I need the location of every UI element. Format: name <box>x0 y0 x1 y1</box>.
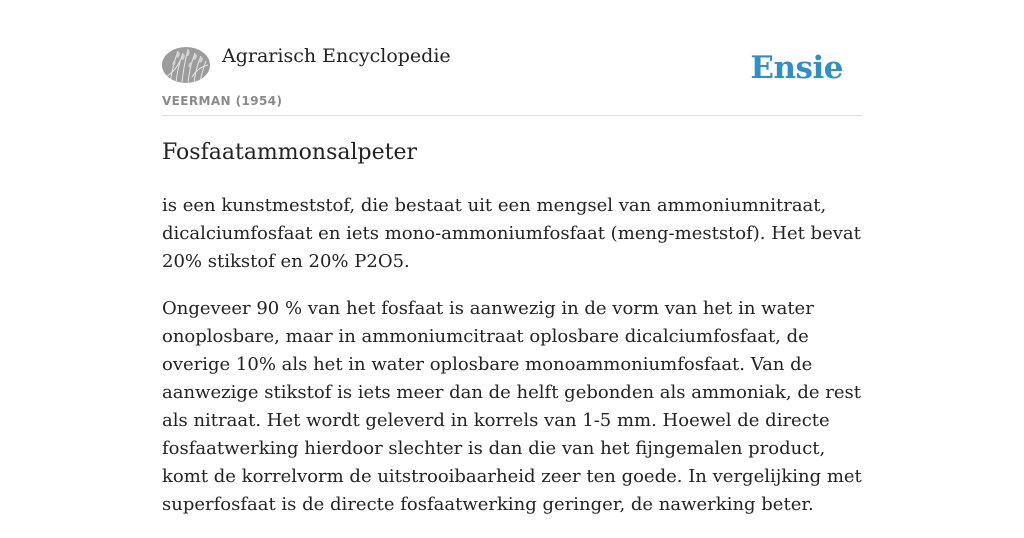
wheat-logo-icon <box>162 47 210 83</box>
page <box>162 0 862 515</box>
source-header <box>162 0 862 116</box>
source-author: VEERMAN (1954) <box>162 94 283 108</box>
entry-content <box>162 192 862 538</box>
brand-logo[interactable]: Ensie <box>750 50 843 86</box>
entry-paragraph: Ongeveer 90 % van het fosfaat is aanwezig in de vorm van het in water onoplosbare, maar in ammoniumcitraat oplosbare dicalciumfosfaat, de overige 10% als het in water oplosbare monoammoniumfosfaat. Van de aanwezige stikstof is iets meer dan de helft gebonden als ammoniak, de rest als nitraat. Het wordt geleverd in korrels van 1-5 mm. Hoewel de directe fosfaatwerking hierdoor slechter is dan die van het fijngemalen product, komt de korrelvorm de uitstrooibaarheid zeer ten goede. In vergelijking met superfosfaat is de directe fosfaatwerking geringer, de nawerking beter. <box>162 298 862 515</box>
entry-paragraph: is een kunstmeststof, die bestaat uit een mengsel van ammoniumnitraat, dicalciumfosfaat en iets mono-ammoniumfosfaat (meng-meststof). Het bevat 20% stikstof en 20% P2O5. <box>162 195 861 272</box>
source-title[interactable]: Agrarisch Encyclopedie <box>222 45 451 67</box>
entry-title: Fosfaatammonsalpeter <box>162 140 417 165</box>
